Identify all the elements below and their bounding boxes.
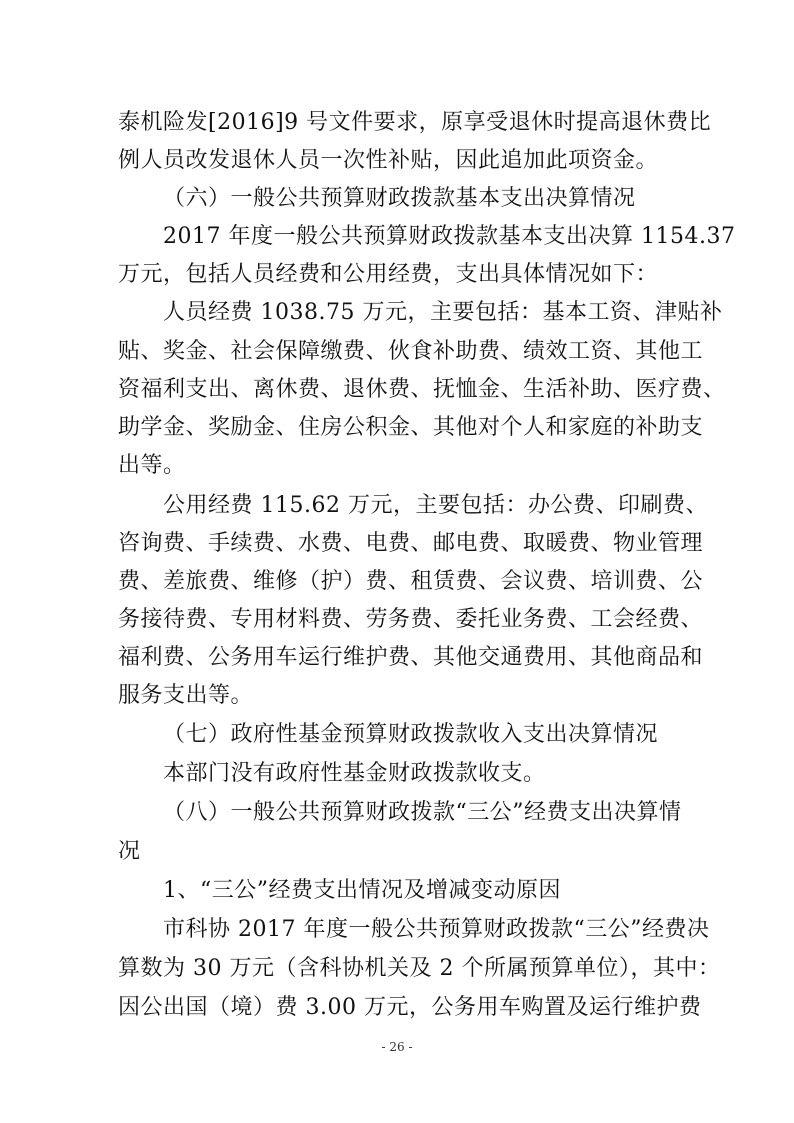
- section-heading-6: （六）一般公共预算财政拨款基本支出决算情况: [163, 186, 636, 211]
- body-line-24: 因公出国（境）费 3.00 万元，公务用车购置及运行维护费: [118, 995, 702, 1020]
- body-line-5: 万元，包括人员经费和公用经费，支出具体情况如下：: [118, 262, 659, 287]
- body-line-22: 市科协 2017 年度一般公共预算财政拨款“三公”经费决: [163, 917, 710, 942]
- body-line-16: 服务支出等。: [118, 683, 254, 708]
- body-line-2: 例人员改发退休人员一次性补贴，因此追加此项资金。: [118, 148, 659, 173]
- body-line-10: 出等。: [118, 453, 186, 478]
- section-heading-8-cont: 况: [118, 839, 141, 864]
- section-heading-8: （八）一般公共预算财政拨款“三公”经费支出决算情: [163, 800, 682, 825]
- subsection-heading-1: 1、“三公”经费支出情况及增减变动原因: [163, 878, 561, 903]
- body-line-7: 贴、奖金、社会保障缴费、伙食补助费、绩效工资、其他工: [118, 339, 704, 364]
- body-line-11: 公用经费 115.62 万元，主要包括：办公费、印刷费、: [163, 493, 708, 518]
- body-line-23: 算数为 30 万元（含科协机关及 2 个所属预算单位），其中：: [118, 956, 721, 981]
- body-line-15: 福利费、公务用车运行维护费、其他交通费用、其他商品和: [118, 645, 704, 670]
- body-line-1: 泰机险发[2016]9 号文件要求，原享受退休时提高退休费比: [118, 110, 712, 135]
- page-number: - 26 -: [381, 1040, 413, 1054]
- body-line-14: 务接待费、专用材料费、劳务费、委托业务费、工会经费、: [118, 607, 704, 632]
- body-line-6: 人员经费 1038.75 万元，主要包括：基本工资、津贴补: [163, 300, 723, 325]
- body-line-12: 咨询费、手续费、水费、电费、邮电费、取暖费、物业管理: [118, 531, 704, 556]
- body-line-9: 助学金、奖励金、住房公积金、其他对个人和家庭的补助支: [118, 415, 704, 440]
- body-line-4: 2017 年度一般公共预算财政拨款基本支出决算 1154.37: [163, 224, 736, 249]
- body-line-8: 资福利支出、离休费、退休费、抚恤金、生活补助、医疗费、: [118, 377, 726, 402]
- body-line-18: 本部门没有政府性基金财政拨款收支。: [163, 761, 546, 786]
- section-heading-7: （七）政府性基金预算财政拨款收入支出决算情况: [163, 722, 659, 747]
- body-line-13: 费、差旅费、维修（护）费、租赁费、会议费、培训费、公: [118, 569, 704, 594]
